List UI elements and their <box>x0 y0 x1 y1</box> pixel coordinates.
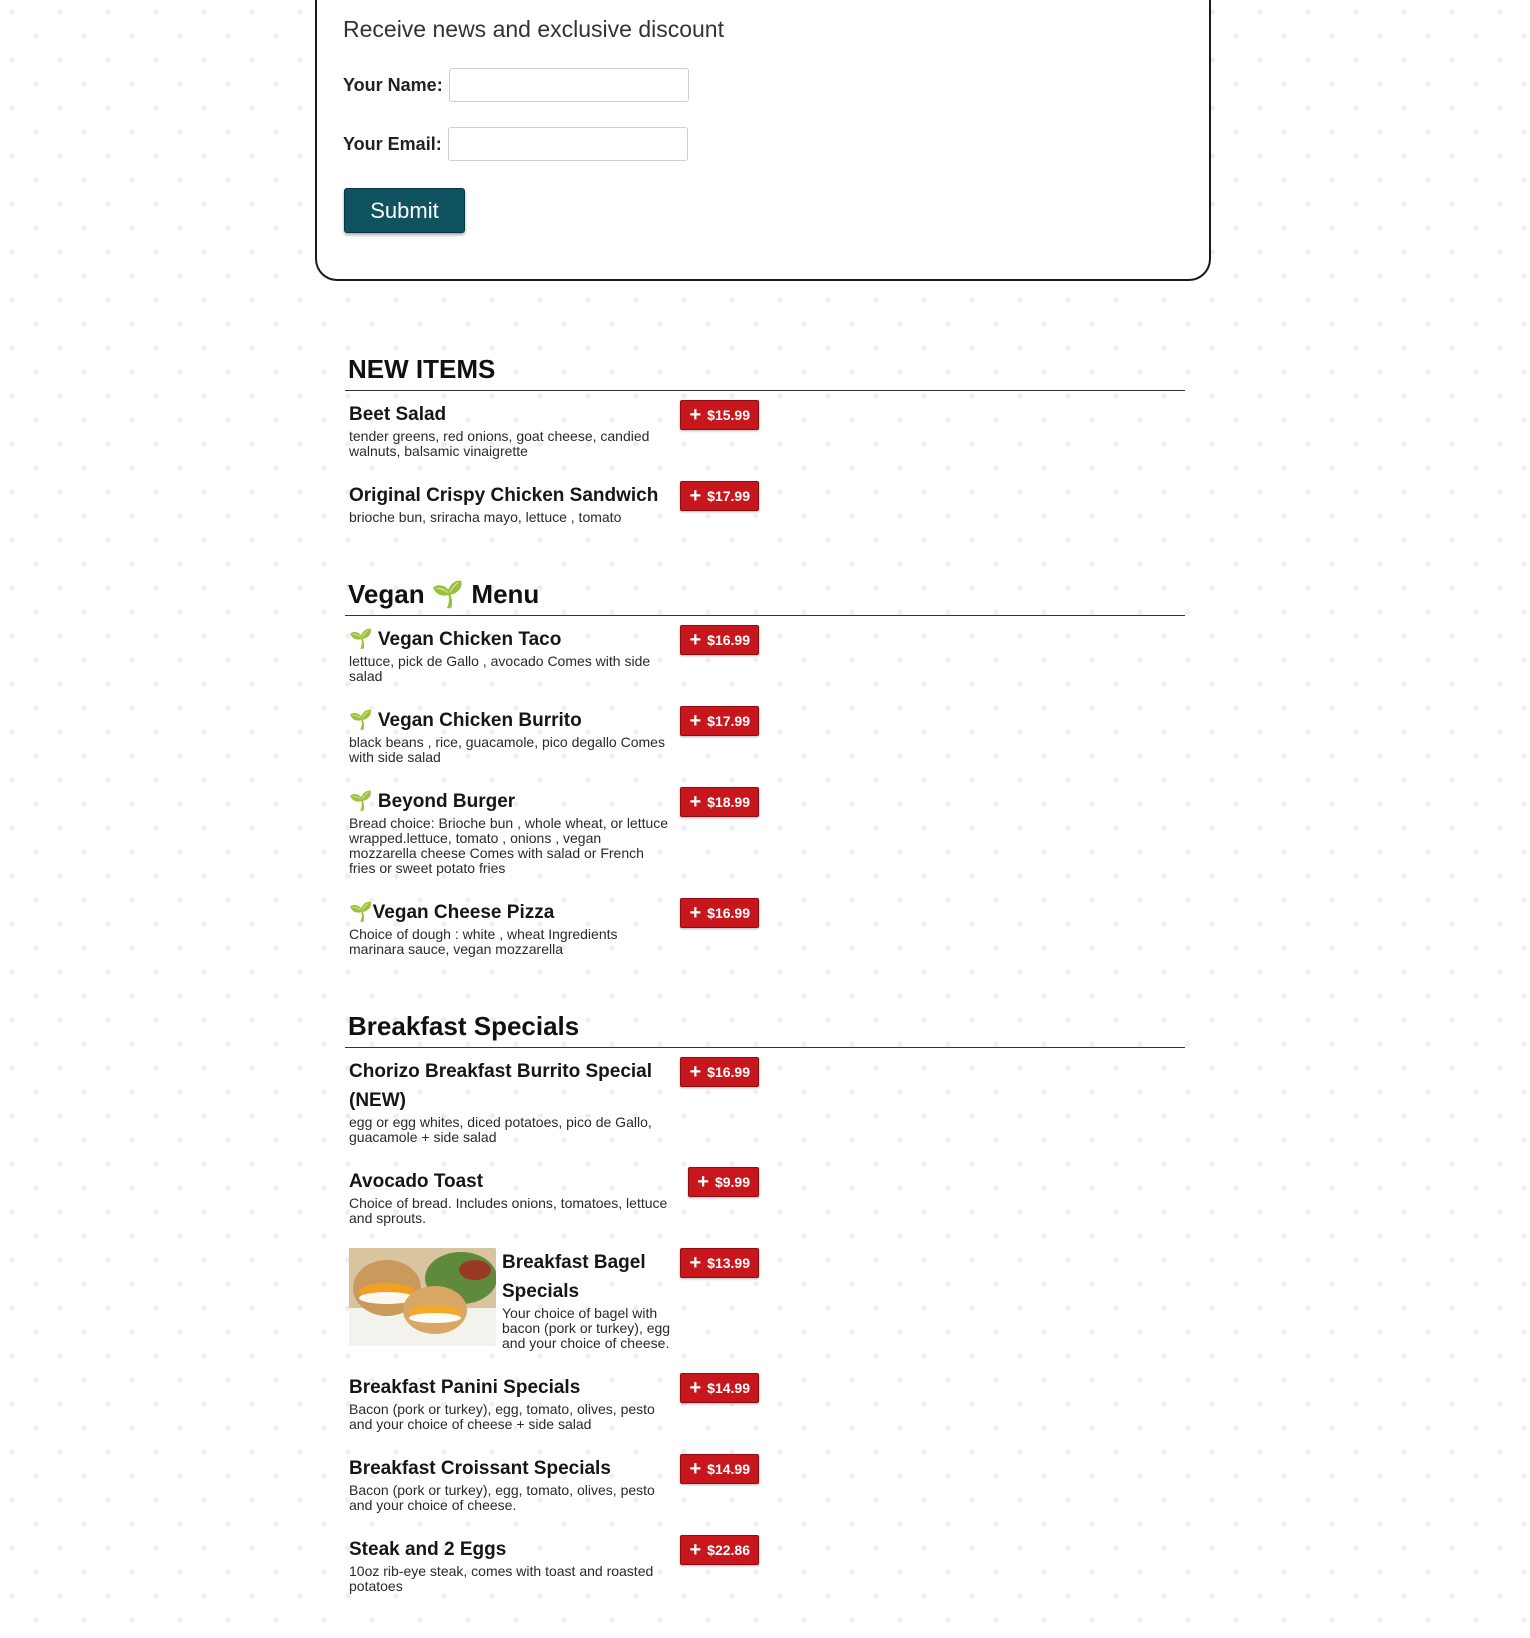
menu-item-description: Bacon (pork or turkey), egg, tomato, olives, pesto and your choice of cheese. <box>349 1482 655 1513</box>
menu-item <box>349 1535 778 1594</box>
add-to-order-button[interactable] <box>680 1057 759 1087</box>
plus-icon: + <box>689 404 702 426</box>
newsletter-heading: Receive news and exclusive discount <box>343 16 724 42</box>
plus-icon: + <box>689 791 702 813</box>
add-to-order-button[interactable] <box>680 787 759 817</box>
menu-item <box>349 706 778 765</box>
menu-item <box>349 787 778 876</box>
menu-item-price: $9.99 <box>714 1174 750 1190</box>
add-to-order-button[interactable] <box>680 1248 759 1278</box>
menu-item-text <box>349 1373 672 1432</box>
menu-item-description: Bacon (pork or turkey), egg, tomato, olives, pesto and your choice of cheese + side salad <box>349 1401 655 1432</box>
plus-icon: + <box>689 710 702 732</box>
add-to-order-button[interactable] <box>680 1535 759 1565</box>
menu-item-list <box>345 1048 1185 1616</box>
menu-item-name: Breakfast Bagel Specials <box>502 1252 646 1302</box>
menu-item-name: Breakfast Panini Specials <box>349 1377 581 1398</box>
menu-item-name: 🌱 Beyond Burger <box>349 791 516 812</box>
menu-item-description: black beans , rice, guacamole, pico degallo Comes with side salad <box>349 734 665 765</box>
menu-item-price: $16.99 <box>707 905 750 921</box>
menu-item-text <box>349 481 672 525</box>
menu-item-text <box>349 625 672 684</box>
plus-icon: + <box>689 902 702 924</box>
menu-item-description: egg or egg whites, diced potatoes, pico de Gallo, guacamole + side salad <box>349 1114 652 1145</box>
newsletter-card <box>315 0 1211 281</box>
menu-item <box>349 1057 778 1145</box>
menu-item <box>349 481 778 525</box>
name-input[interactable] <box>449 68 689 102</box>
email-row <box>343 127 688 161</box>
menu-item-list <box>345 616 1185 979</box>
menu-item-price: $16.99 <box>707 1064 750 1080</box>
menu-section-vegan <box>345 569 1185 979</box>
add-to-order-button[interactable] <box>680 898 759 928</box>
section-title: Vegan 🌱 Menu <box>345 569 1185 616</box>
menu-item-description: brioche bun, sriracha mayo, lettuce , tomato <box>349 509 622 525</box>
menu-item-text <box>349 1535 672 1594</box>
menu-item-price: $14.99 <box>707 1380 750 1396</box>
menu-item-name: Breakfast Croissant Specials <box>349 1458 611 1479</box>
plus-icon: + <box>689 485 702 507</box>
menu-item <box>349 1167 778 1226</box>
section-title: Breakfast Specials <box>345 1001 1185 1048</box>
menu-item <box>349 400 778 459</box>
menu-item-description: Choice of bread. Includes onions, tomatoes, lettuce and sprouts. <box>349 1195 668 1226</box>
menu-item-text <box>349 1167 680 1226</box>
section-title: NEW ITEMS <box>345 344 1185 391</box>
menu-item-name: 🌱 Vegan Chicken Burrito <box>349 710 582 731</box>
menu-item-name: 🌱 Vegan Chicken Taco <box>349 629 562 650</box>
email-input[interactable] <box>448 127 688 161</box>
add-to-order-button[interactable] <box>680 706 759 736</box>
menu-item-text <box>349 1454 672 1513</box>
menu-item-list <box>345 391 1185 547</box>
add-to-order-button[interactable] <box>680 1373 759 1403</box>
menu-item-text <box>349 400 672 459</box>
add-to-order-button[interactable] <box>680 481 759 511</box>
menu-item-description: lettuce, pick de Gallo , avocado Comes with side salad <box>349 653 651 684</box>
plus-icon: + <box>689 1061 702 1083</box>
menu-item-price: $16.99 <box>707 632 750 648</box>
menu-item-description: Choice of dough : white , wheat Ingredients marinara sauce, vegan mozzarella <box>349 926 618 957</box>
menu-item-description: Your choice of bagel with bacon (pork or turkey), egg and your choice of cheese. <box>502 1305 671 1351</box>
menu-section-new-items <box>345 344 1185 547</box>
bagel-sandwich-photo <box>349 1248 496 1346</box>
menu-item-price: $17.99 <box>707 488 750 504</box>
plus-icon: + <box>697 1171 709 1193</box>
menu-item <box>349 1373 778 1432</box>
menu-item-text <box>349 1057 672 1145</box>
menu-item-price: $17.99 <box>707 713 750 729</box>
add-to-order-button[interactable] <box>680 625 759 655</box>
menu-section-breakfast <box>345 1001 1185 1616</box>
menu-item-price: $22.86 <box>707 1542 750 1558</box>
add-to-order-button[interactable] <box>688 1167 759 1197</box>
menu-item <box>349 625 778 684</box>
menu-item-text <box>349 898 672 957</box>
menu-item-price: $15.99 <box>707 407 750 423</box>
submit-button[interactable]: Submit <box>344 188 465 233</box>
plus-icon: + <box>689 1377 702 1399</box>
plus-icon: + <box>689 1252 702 1274</box>
menu-item-description: 10oz rib-eye steak, comes with toast and roasted potatoes <box>349 1563 654 1594</box>
menu-item-name: Chorizo Breakfast Burrito Special (NEW) <box>349 1061 653 1111</box>
name-label: Your Name: <box>343 74 443 95</box>
menu-item-price: $14.99 <box>707 1461 750 1477</box>
menu-item-description: tender greens, red onions, goat cheese, candied walnuts, balsamic vinaigrette <box>349 428 650 459</box>
menu-item-name: Avocado Toast <box>349 1171 484 1192</box>
menu-item <box>349 1248 778 1351</box>
menu-item-text <box>502 1248 672 1351</box>
bagel-sandwich-illustration <box>349 1248 496 1346</box>
menu-item-name: 🌱Vegan Cheese Pizza <box>349 902 555 923</box>
menu-item-description: Bread choice: Brioche bun , whole wheat, or lettuce wrapped.lettuce, tomato , onions , vegan mozzarella cheese Comes with salad or French fries or sweet potato fries <box>349 815 669 876</box>
menu-item-text <box>349 787 672 876</box>
menu-item-name: Steak and 2 Eggs <box>349 1539 507 1560</box>
menu-item <box>349 898 778 957</box>
add-to-order-button[interactable] <box>680 400 759 430</box>
menu-item-name: Original Crispy Chicken Sandwich <box>349 485 659 506</box>
plus-icon: + <box>689 1539 702 1561</box>
plus-icon: + <box>689 1458 702 1480</box>
menu-item <box>349 1454 778 1513</box>
menu-item-price: $13.99 <box>707 1255 750 1271</box>
menu-item-text <box>349 706 672 765</box>
menu-item-price: $18.99 <box>707 794 750 810</box>
menu-item-name: Beet Salad <box>349 404 447 425</box>
name-row <box>343 68 689 102</box>
plus-icon: + <box>689 629 702 651</box>
add-to-order-button[interactable] <box>680 1454 759 1484</box>
menu <box>345 344 1185 1638</box>
email-label: Your Email: <box>343 133 442 154</box>
